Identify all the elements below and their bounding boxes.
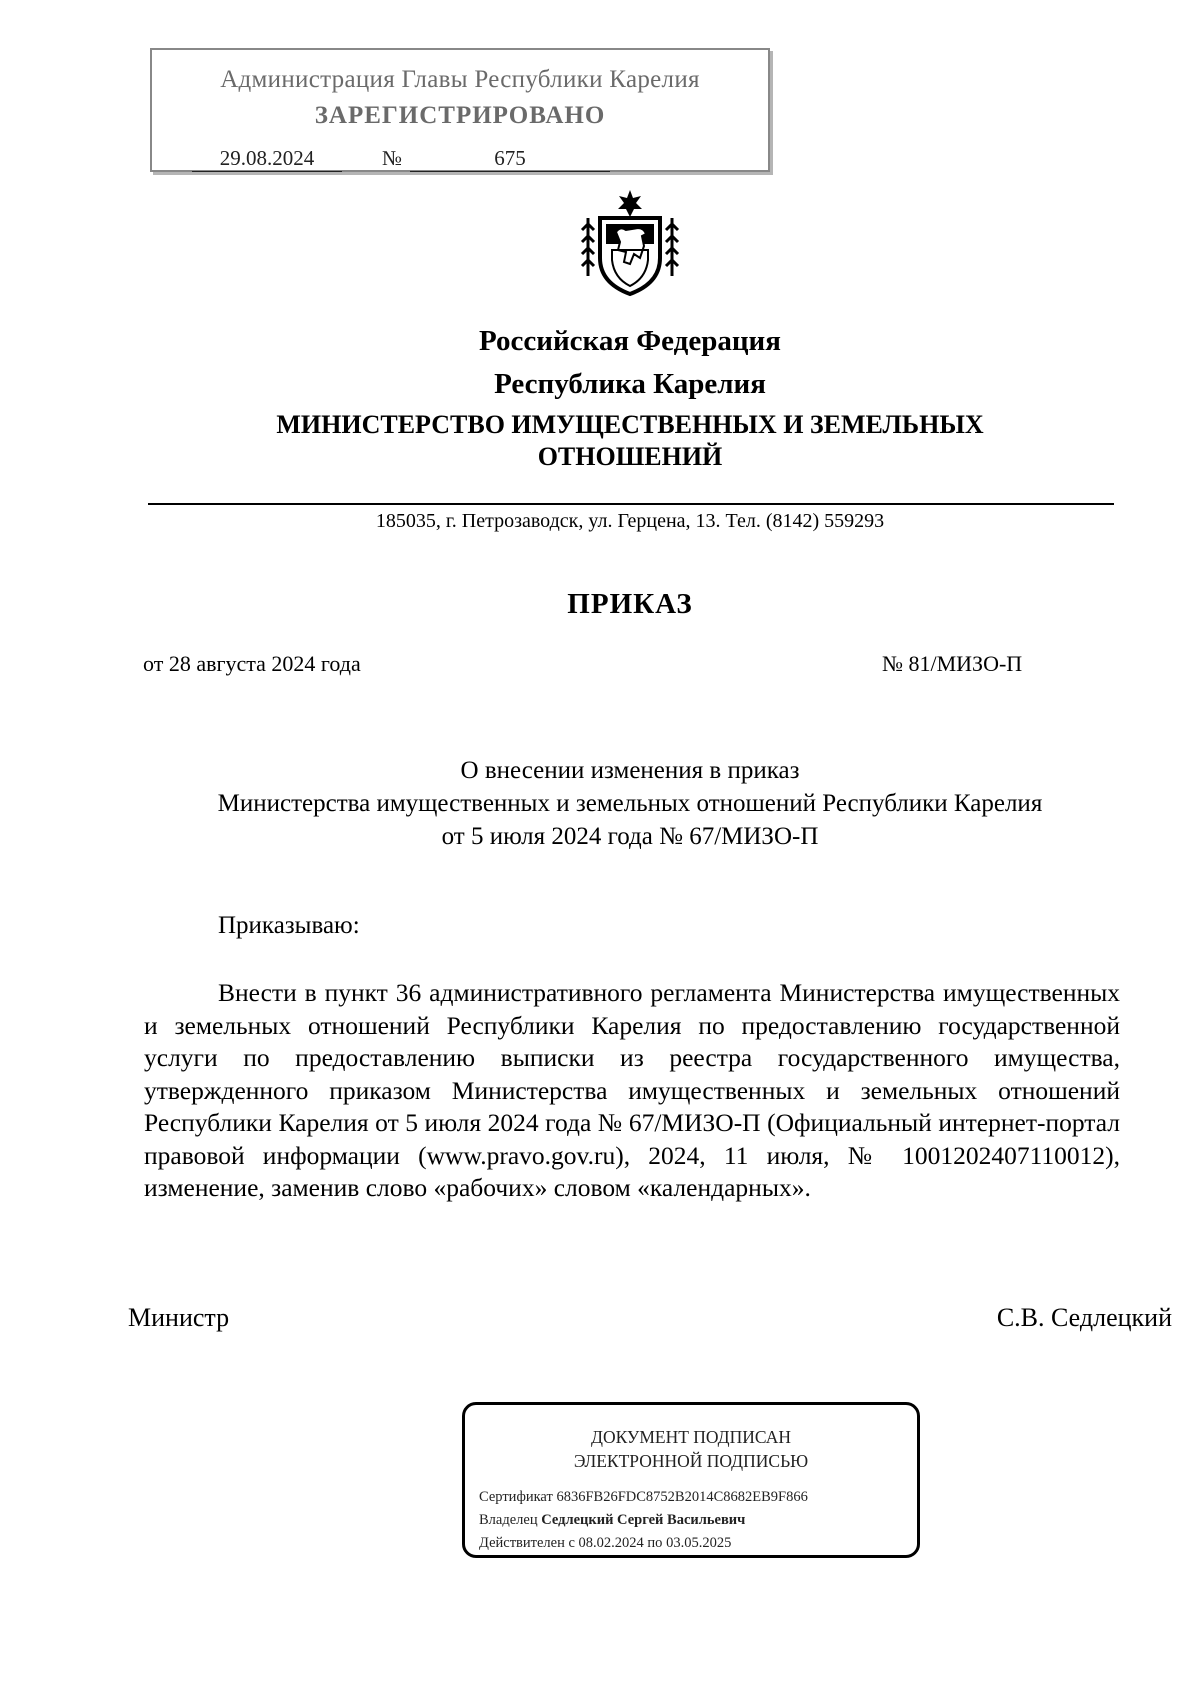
header-republic: Республика Карелия	[494, 368, 766, 400]
stamp-status: ЗАРЕГИСТРИРОВАНО	[314, 102, 606, 129]
esig-owner	[479, 1512, 745, 1529]
header-address: 185035, г. Петрозаводск, ул. Герцена, 13. Тел. (8142) 559293	[375, 510, 885, 532]
document-title: ПРИКАЗ	[567, 588, 693, 620]
esig-owner-value: Седлецкий Сергей Васильевич	[541, 1512, 746, 1528]
esig-valid-from: 08.02.2024	[578, 1535, 644, 1551]
esig-owner-label: Владелец	[479, 1512, 538, 1528]
esig-validity	[479, 1535, 731, 1552]
signer-name: С.В. Седлецкий	[996, 1303, 1172, 1332]
order-word: Приказываю:	[218, 912, 360, 939]
esig-cert-value: 6836FB26FDC8752B2014C8682EB9F866	[556, 1489, 808, 1505]
subject-line-2: Министерства имущественных и земельных отношений Республики Карелия	[217, 790, 1043, 817]
order-body: Внести в пункт 36 административного регламента Министерства имущественных и земельных отношений Республики Карелия по предоставлению государственной услуги по предоставлению выписки из реестра государственного имущества, утвержденного приказом Министерства имущественных и земельных отношений Республики Карелия от 5 июля 2024 года № 67/МИЗО-П (Официальный интернет-портал правовой информации (www.pravo.gov.ru), 2024, 11 июля, № 1001202407110012), изменение, заменив слово «рабочих» словом «календарных».	[144, 978, 1120, 1202]
esig-valid-to-label: по	[647, 1535, 663, 1551]
electronic-signature-stamp	[462, 1402, 920, 1558]
stamp-date: 29.08.2024	[192, 146, 342, 172]
karelia-coat-of-arms-icon	[580, 188, 680, 298]
document-date: от 28 августа 2024 года	[143, 651, 361, 676]
stamp-number: 675	[410, 146, 610, 172]
subject-line-3: от 5 июля 2024 года № 67/МИЗО-П	[441, 823, 819, 850]
esig-valid-to: 03.05.2025	[666, 1535, 732, 1551]
header-divider	[148, 503, 1114, 505]
esig-title-2: ЭЛЕКТРОННОЙ ПОДПИСЬЮ	[573, 1451, 809, 1471]
esig-cert-label: Сертификат	[479, 1489, 553, 1505]
document-number: № 81/МИЗО-П	[882, 651, 1023, 676]
header-country: Российская Федерация	[479, 325, 781, 357]
stamp-number-label: №	[382, 146, 403, 170]
registration-stamp	[150, 48, 770, 172]
subject-line-1: О внесении изменения в приказ	[460, 757, 800, 784]
esig-valid-from-label: с	[568, 1535, 575, 1551]
esig-title-1: ДОКУМЕНТ ПОДПИСАН	[591, 1427, 791, 1447]
signer-title: Министр	[128, 1303, 230, 1332]
stamp-organization: Администрация Главы Республики Карелия	[220, 66, 700, 93]
esig-valid-label: Действителен	[479, 1535, 565, 1551]
esig-certificate	[479, 1489, 808, 1506]
header-ministry: МИНИСТЕРСТВО ИМУЩЕСТВЕННЫХ И ЗЕМЕЛЬНЫХ	[276, 410, 984, 439]
header-ministry-cont: ОТНОШЕНИЙ	[537, 442, 723, 471]
